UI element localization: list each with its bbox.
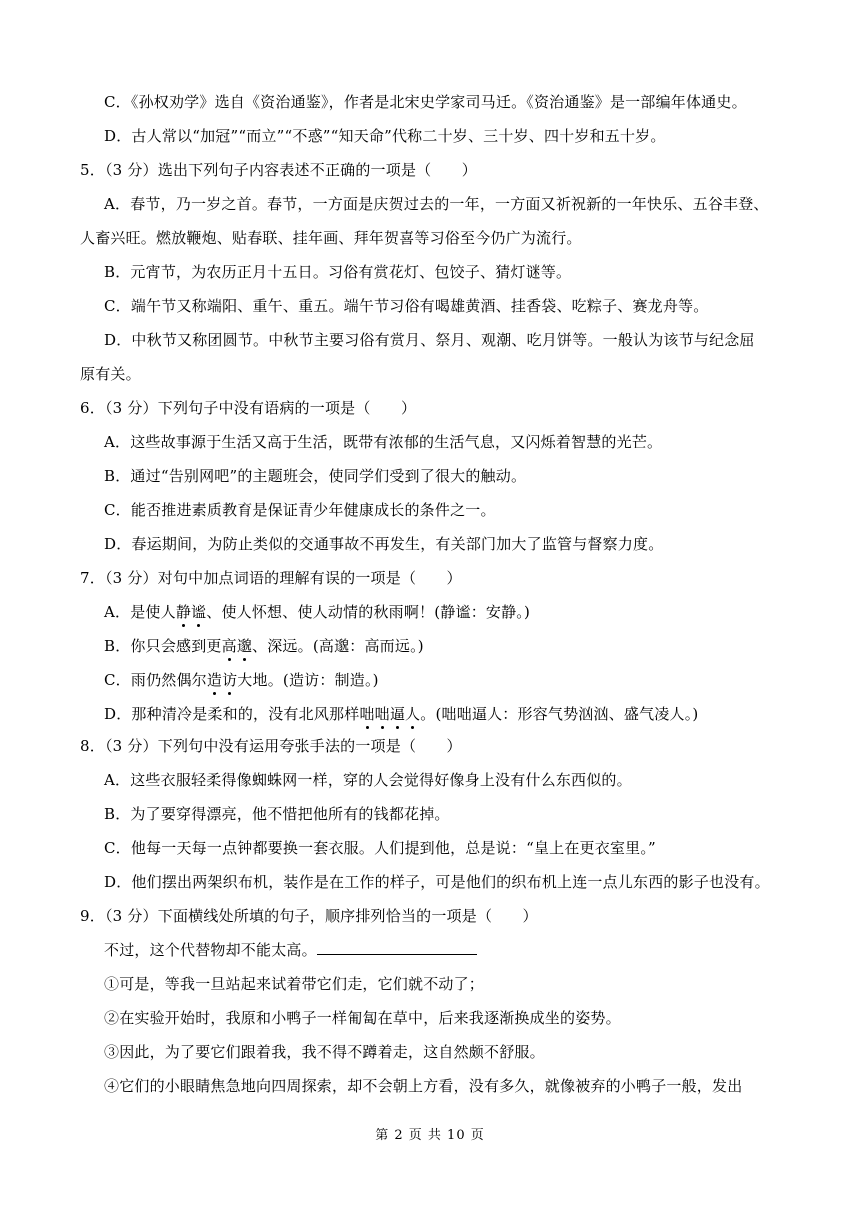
- option-line: C．《孙权劝学》选自《资治通鉴》，作者是北宋史学家司马迁。《资治通鉴》是一部编年体通史。: [104, 93, 747, 111]
- emphasized-char: 逼: [389, 705, 406, 723]
- emphasized-char: 谧: [191, 603, 207, 621]
- emphasized-char: 静: [175, 603, 192, 621]
- question-heading: 6．（3 分）下列句子中没有语病的一项是（ ）: [80, 399, 417, 417]
- option-line: B．为了要穿得漂亮，他不惜把他所有的钱都花掉。: [104, 805, 450, 823]
- emphasized-char: 访: [222, 671, 238, 689]
- question-heading: 8．（3 分）下列句中没有运用夸张手法的一项是（ ）: [80, 737, 462, 755]
- answer-blank: [317, 940, 477, 955]
- q9-item: ④它们的小眼睛焦急地向四周探索，却不会朝上方看，没有多久，就像被弃的小鸭子一般，发出: [104, 1077, 743, 1095]
- q9-item: ③因此，为了要它们跟着我，我不得不蹲着走，这自然颇不舒服。: [104, 1043, 545, 1061]
- option-line: A．这些衣服轻柔得像蜘蛛网一样，穿的人会觉得好像身上没有什么东西似的。: [104, 771, 632, 789]
- option-line: C．能否推进素质教育是保证青少年健康成长的条件之一。: [104, 501, 496, 519]
- option-line: D．春运期间，为防止类似的交通事故不再发生，有关部门加大了监管与督察力度。: [104, 535, 664, 553]
- emphasized-char: 造: [206, 671, 223, 689]
- emphasized-char: 咄: [374, 705, 390, 723]
- q7-option-c: C．雨仍然偶尔造访大地。(造访：制造。): [104, 671, 379, 689]
- emphasized-char: 人: [405, 705, 421, 723]
- emphasized-char: 高: [221, 637, 237, 655]
- continuation-line: 原有关。: [80, 365, 141, 383]
- option-line: D．他们摆出两架织布机，装作是在工作的样子，可是他们的织布机上连一点儿东西的影子也没有。: [104, 873, 770, 891]
- option-line: D．古人常以“加冠”“而立”“不惑”“知天命”代称二十岁、三十岁、四十岁和五十岁。: [104, 127, 666, 145]
- continuation-line: 人畜兴旺。燃放鞭炮、贴春联、挂年画、拜年贺喜等习俗至今仍广为流行。: [80, 229, 582, 247]
- option-line: A．这些故事源于生活又高于生活，既带有浓郁的生活气息，又闪烁着智慧的光芒。: [104, 433, 663, 451]
- option-line: D．中秋节又称团圆节。中秋节主要习俗有赏月、祭月、观潮、吃月饼等。一般认为该节与纪念屈: [104, 331, 755, 349]
- q7-option-d: D．那种清冷是柔和的，没有北风那样咄咄逼人。(咄咄逼人：形容气势汹汹、盛气凌人。): [104, 705, 699, 723]
- q7-option-a: A．是使人静谧、使人怀想、使人动情的秋雨啊！(静谧：安静。): [104, 603, 531, 621]
- question-heading: 7．（3 分）对句中加点词语的理解有误的一项是（ ）: [80, 569, 462, 587]
- option-line: B．元宵节，为农历正月十五日。习俗有赏花灯、包饺子、猜灯谜等。: [104, 263, 572, 281]
- emphasized-char: 咄: [359, 705, 375, 723]
- option-line: C．他每一天每一点钟都要换一套衣服。人们提到他，总是说：“皇上在更衣室里。”: [104, 839, 656, 857]
- page-footer: 第 2 页 共 10 页: [375, 1128, 485, 1143]
- question-heading: 9．（3 分）下面横线处所填的句子，顺序排列恰当的一项是（ ）: [80, 907, 538, 925]
- option-line: C．端午节又称端阳、重午、重五。端午节习俗有喝雄黄酒、挂香袋、吃粽子、赛龙舟等。: [104, 297, 709, 315]
- q7-option-b: B．你只会感到更高邈、深远。(高邈：高而远。): [104, 637, 424, 655]
- q9-item: ①可是，等我一旦站起来试着带它们走，它们就不动了；: [104, 975, 485, 993]
- option-line: A．春节，乃一岁之首。春节，一方面是庆贺过去的一年，一方面又祈祝新的一年快乐、五谷丰登、: [104, 195, 769, 213]
- question-heading: 5．（3 分）选出下列句子内容表述不正确的一项是（ ）: [80, 161, 477, 179]
- emphasized-char: 邈: [236, 637, 253, 655]
- option-line: B．通过“告别网吧”的主题班会，使同学们受到了很大的触动。: [104, 467, 527, 485]
- q9-item: ②在实验开始时，我原和小鸭子一样匍匐在草中，后来我逐渐换成坐的姿势。: [104, 1009, 621, 1027]
- q9-stem: 不过，这个代替物却不能太高。: [104, 940, 800, 960]
